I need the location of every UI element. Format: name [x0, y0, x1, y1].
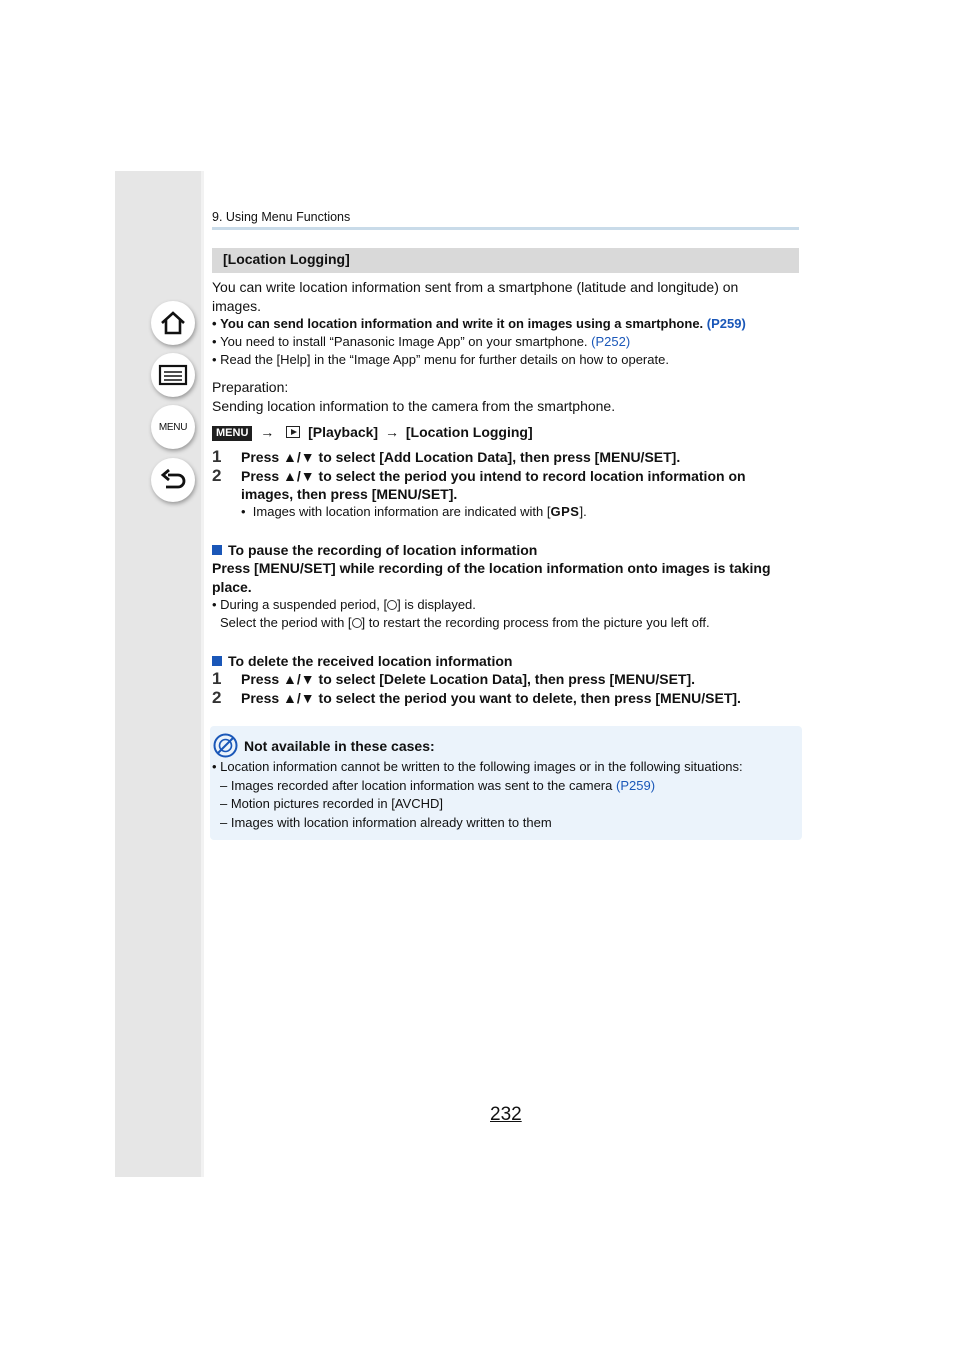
- circle-icon: [352, 618, 362, 628]
- intro-bullet-3-text: Read the [Help] in the “Image App” menu for further details on how to operate.: [220, 352, 669, 367]
- not-available-item-3-text: Images with location information already written to them: [230, 815, 552, 830]
- not-available-item-3: – Images with location information already written to them: [220, 815, 552, 830]
- pause-note-2-a: Select the period with [: [220, 615, 352, 630]
- sidebar-edge: [201, 171, 204, 1177]
- section-title-bar: [212, 248, 799, 273]
- intro-line-2: images.: [212, 298, 262, 314]
- not-available-item-2-text: Motion pictures recorded in [AVCHD]: [230, 796, 444, 811]
- back-icon: [159, 467, 187, 493]
- pause-heading: [212, 541, 537, 560]
- pause-note-2: [220, 614, 710, 632]
- pause-line-1: Press [MENU/SET] while recording of the location information onto images is taking: [212, 560, 771, 576]
- preparation-label: Preparation:: [212, 379, 289, 395]
- menu-button[interactable]: [151, 405, 195, 449]
- contents-button[interactable]: [151, 353, 195, 397]
- arrow-1: →: [260, 424, 275, 440]
- menu-path: [212, 423, 533, 442]
- menu-path-playback: [Playback]: [308, 424, 379, 440]
- not-available-title: Not available in these cases:: [244, 738, 435, 754]
- not-available-bullet-text: Location information cannot be written to the following images or in the following situations:: [220, 759, 743, 774]
- playback-icon: [286, 426, 300, 438]
- intro-bullet-2-text: You need to install “Panasonic Image App” on your smartphone.: [220, 334, 588, 349]
- delete-heading-text: To delete the received location information: [228, 653, 513, 669]
- intro-bullet-1: • You can send location information and write it on images using a smartphone. (P259): [212, 316, 746, 331]
- square-bullet-icon: [212, 545, 222, 555]
- not-available-icon: [213, 733, 238, 758]
- preparation-text: Sending location information to the camera from the smartphone.: [212, 398, 616, 414]
- back-button[interactable]: [151, 458, 195, 502]
- pause-note-1: • During a suspended period, [ ] is displayed.: [212, 597, 476, 612]
- step-2-line-2: images, then press [MENU/SET].: [241, 486, 458, 502]
- p259-link[interactable]: (P259): [706, 316, 746, 331]
- step-2-line-1: Press ▲/▼ to select the period you intend to record location information on: [241, 468, 746, 484]
- pause-heading-text: To pause the recording of location information: [228, 542, 538, 558]
- menu-icon: MENU: [158, 421, 188, 433]
- gps-icon: GPS: [550, 504, 580, 519]
- page-number: 232: [490, 1104, 522, 1125]
- pause-line-2: place.: [212, 579, 252, 595]
- intro-bullet-1-text: You can send location information and write it on images using a smartphone.: [220, 316, 704, 331]
- step-2-note-prefix: Images with location information are indicated with [: [252, 504, 551, 519]
- step-2-note-suffix: ].: [579, 504, 587, 519]
- home-button[interactable]: [151, 301, 195, 345]
- delete-step-2-number: 2: [212, 688, 222, 707]
- pause-note-2-b: ] to restart the recording process from the picture you left off.: [361, 615, 710, 630]
- intro-bullet-3: • Read the [Help] in the “Image App” menu for further details on how to operate.: [212, 352, 669, 367]
- arrow-2: →: [385, 424, 399, 440]
- menu-badge-icon: MENU: [212, 426, 252, 441]
- circle-icon: [387, 600, 397, 610]
- delete-step-1-number: 1: [212, 669, 222, 688]
- pause-note-1-b: ] is displayed.: [397, 597, 476, 612]
- intro-line-1: You can write location information sent from a smartphone (latitude and longitude) on: [212, 279, 739, 295]
- intro-bullet-2: • You need to install “Panasonic Image App” on your smartphone. (P252): [212, 334, 631, 349]
- pause-note-1-a: During a suspended period, [: [220, 597, 388, 612]
- section-title: [Location Logging]: [223, 251, 350, 267]
- contents-list-icon: [158, 363, 188, 387]
- home-icon: [159, 309, 187, 337]
- breadcrumb: 9. Using Menu Functions: [212, 210, 351, 224]
- not-available-item-1-text: Images recorded after location information was sent to the camera: [230, 778, 613, 793]
- p252-link[interactable]: (P252): [591, 334, 631, 349]
- menu-path-item: [Location Logging]: [405, 424, 533, 440]
- step-2-note: • Images with location information are indicated with [GPS].: [241, 504, 587, 519]
- step-1-number: 1: [212, 447, 222, 466]
- delete-step-1-text: Press ▲/▼ to select [Delete Location Data], then press [MENU/SET].: [241, 671, 696, 687]
- square-bullet-icon: [212, 656, 222, 666]
- header-divider: [212, 227, 799, 230]
- not-available-item-1: – Images recorded after location information was sent to the camera (P259): [220, 778, 656, 793]
- not-available-bullet: • Location information cannot be written to the following images or in the following situations:: [212, 759, 743, 774]
- not-available-item-2: – Motion pictures recorded in [AVCHD]: [220, 796, 444, 811]
- delete-heading: [212, 652, 512, 671]
- step-1-text: Press ▲/▼ to select [Add Location Data], then press [MENU/SET].: [241, 449, 681, 465]
- p259-link-2[interactable]: (P259): [616, 778, 656, 793]
- step-2-number: 2: [212, 466, 222, 485]
- delete-step-2-text: Press ▲/▼ to select the period you want to delete, then press [MENU/SET].: [241, 690, 741, 706]
